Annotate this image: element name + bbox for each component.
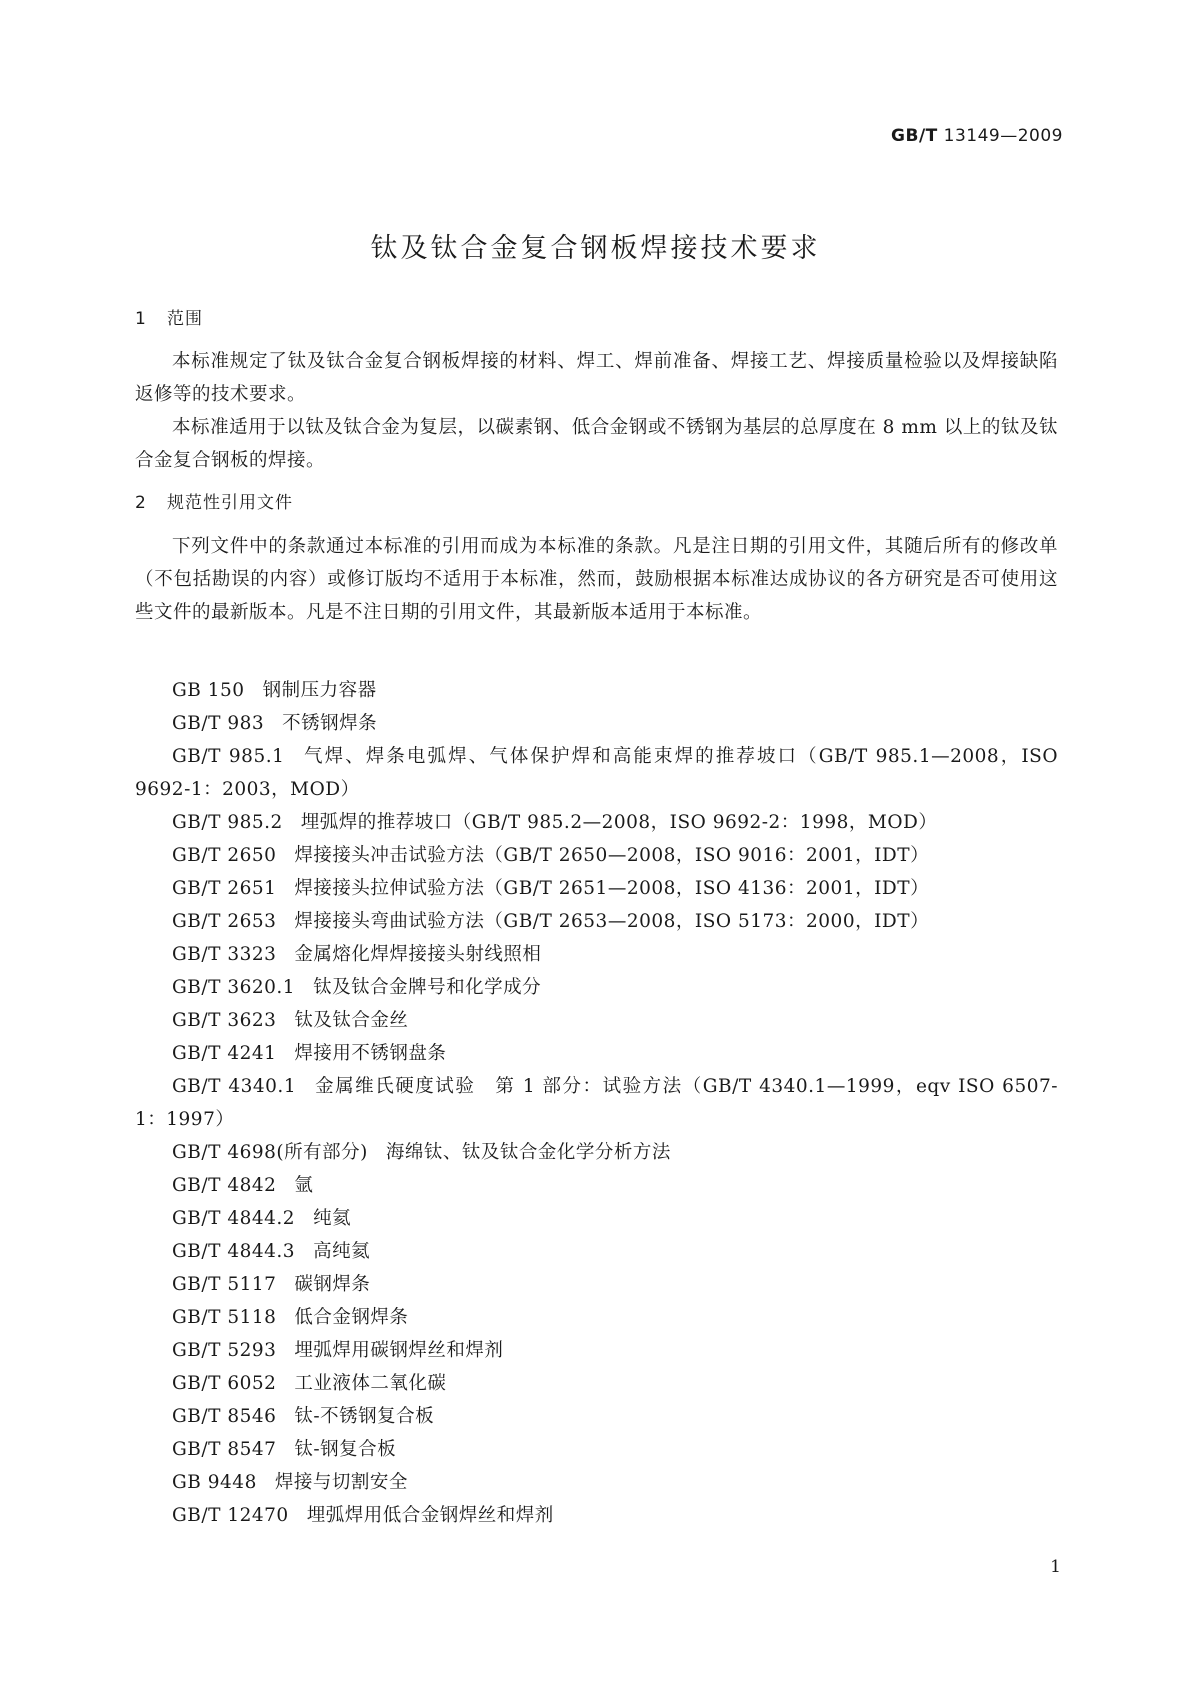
reference-title: 钛及钛合金牌号和化学成分 bbox=[313, 977, 542, 998]
reference-code: GB/T 985.2 bbox=[172, 812, 283, 833]
reference-code: GB/T 4241 bbox=[172, 1043, 277, 1064]
reference-title: 埋弧焊的推荐坡口（GB/T 985.2—2008，ISO 9692-2：1998，MOD） bbox=[300, 812, 938, 833]
reference-title: 气焊、焊条电弧焊、气体保护焊和高能束焊的推荐坡口（GB/T 985.1—2008，ISO 9692-1：2003，MOD） bbox=[135, 746, 1058, 800]
section-number: 2 bbox=[135, 493, 147, 513]
reference-title: 氩 bbox=[294, 1175, 314, 1196]
reference-code: GB 9448 bbox=[172, 1472, 257, 1493]
reference-code: GB/T 4842 bbox=[172, 1175, 277, 1196]
reference-item bbox=[135, 1301, 1058, 1334]
section-1-paragraph-1: 本标准规定了钛及钛合金复合钢板焊接的材料、焊工、焊前准备、焊接工艺、焊接质量检验以及焊接缺陷返修等的技术要求。 bbox=[135, 351, 1058, 405]
reference-title: 海绵钛、钛及钛合金化学分析方法 bbox=[385, 1142, 671, 1163]
reference-title: 纯氦 bbox=[313, 1208, 352, 1229]
standard-number bbox=[891, 126, 1063, 146]
reference-code: GB/T 3620.1 bbox=[172, 977, 296, 998]
reference-code: GB/T 8546 bbox=[172, 1406, 277, 1427]
reference-code: GB/T 8547 bbox=[172, 1439, 277, 1460]
reference-item bbox=[135, 806, 1058, 839]
reference-code: GB/T 4340.1 bbox=[172, 1076, 297, 1097]
reference-code: GB/T 2651 bbox=[172, 878, 277, 899]
reference-code: GB/T 6052 bbox=[172, 1373, 277, 1394]
reference-item bbox=[135, 1367, 1058, 1400]
section-title: 范围 bbox=[167, 309, 203, 329]
reference-item bbox=[135, 1400, 1058, 1433]
reference-title: 高纯氦 bbox=[313, 1241, 371, 1262]
reference-item bbox=[135, 1235, 1058, 1268]
reference-title: 工业液体二氧化碳 bbox=[294, 1373, 447, 1394]
reference-title: 金属熔化焊焊接接头射线照相 bbox=[294, 944, 542, 965]
reference-code: GB/T 983 bbox=[172, 713, 265, 734]
section-2-paragraph-1: 下列文件中的条款通过本标准的引用而成为本标准的条款。凡是注日期的引用文件，其随后所有的修改单（不包括勘误的内容）或修订版均不适用于本标准，然而，鼓励根据本标准达成协议的各方研究是否可使用这些文件的最新版本。凡是不注日期的引用文件，其最新版本适用于本标准。 bbox=[135, 536, 1058, 623]
reference-title: 钢制压力容器 bbox=[262, 680, 377, 701]
reference-code: GB/T 12470 bbox=[172, 1505, 289, 1526]
reference-title: 钛-钢复合板 bbox=[294, 1439, 397, 1460]
section-title: 规范性引用文件 bbox=[167, 493, 293, 513]
reference-title: 不锈钢焊条 bbox=[282, 713, 378, 734]
document-title: 钛及钛合金复合钢板焊接技术要求 bbox=[370, 233, 821, 264]
reference-title: 焊接用不锈钢盘条 bbox=[294, 1043, 447, 1064]
reference-item bbox=[135, 905, 1058, 938]
section-number: 1 bbox=[135, 309, 147, 329]
reference-title: 焊接接头冲击试验方法（GB/T 2650—2008，ISO 9016：2001，IDT） bbox=[294, 845, 930, 866]
reference-title: 焊接与切割安全 bbox=[274, 1472, 408, 1493]
reference-item bbox=[135, 1433, 1058, 1466]
reference-code: GB/T 4698(所有部分) bbox=[172, 1142, 368, 1163]
reference-title: 金属维氏硬度试验 第 1 部分：试验方法（GB/T 4340.1—1999，eqv ISO 6507-1：1997） bbox=[135, 1076, 1059, 1130]
normative-references-list bbox=[135, 674, 1058, 1532]
reference-item bbox=[135, 1466, 1058, 1499]
reference-item bbox=[135, 971, 1058, 1004]
section-2-heading bbox=[135, 488, 293, 513]
section-1-heading bbox=[135, 304, 203, 329]
reference-code: GB/T 3323 bbox=[172, 944, 277, 965]
reference-title: 埋弧焊用碳钢焊丝和焊剂 bbox=[294, 1340, 504, 1361]
reference-item bbox=[135, 1202, 1058, 1235]
reference-code: GB/T 5118 bbox=[172, 1307, 277, 1328]
reference-title: 钛及钛合金丝 bbox=[294, 1010, 409, 1031]
reference-item bbox=[135, 1268, 1058, 1301]
reference-title: 钛-不锈钢复合板 bbox=[294, 1406, 435, 1427]
reference-code: GB/T 5117 bbox=[172, 1274, 277, 1295]
reference-title: 埋弧焊用低合金钢焊丝和焊剂 bbox=[306, 1505, 554, 1526]
reference-item bbox=[135, 1169, 1058, 1202]
reference-code: GB/T 3623 bbox=[172, 1010, 277, 1031]
reference-title: 低合金钢焊条 bbox=[294, 1307, 409, 1328]
reference-code: GB/T 5293 bbox=[172, 1340, 277, 1361]
reference-code: GB/T 985.1 bbox=[172, 746, 285, 767]
reference-code: GB/T 4844.2 bbox=[172, 1208, 296, 1229]
reference-item bbox=[135, 1070, 1058, 1136]
reference-item bbox=[135, 1004, 1058, 1037]
reference-item bbox=[135, 674, 1058, 707]
reference-item bbox=[135, 1037, 1058, 1070]
reference-item bbox=[135, 1499, 1058, 1532]
reference-code: GB/T 2650 bbox=[172, 845, 277, 866]
section-1-paragraph-2: 本标准适用于以钛及钛合金为复层，以碳素钢、低合金钢或不锈钢为基层的总厚度在 8 mm 以上的钛及钛合金复合钢板的焊接。 bbox=[135, 417, 1058, 471]
page-number: 1 bbox=[1050, 1557, 1061, 1577]
reference-item bbox=[135, 839, 1058, 872]
reference-code: GB/T 2653 bbox=[172, 911, 277, 932]
reference-code: GB 150 bbox=[172, 680, 245, 701]
reference-item bbox=[135, 740, 1058, 806]
reference-title: 焊接接头拉伸试验方法（GB/T 2651—2008，ISO 4136：2001，IDT） bbox=[294, 878, 930, 899]
reference-item bbox=[135, 707, 1058, 740]
standard-code: GB/T bbox=[891, 126, 938, 146]
reference-title: 焊接接头弯曲试验方法（GB/T 2653—2008，ISO 5173：2000，IDT） bbox=[294, 911, 930, 932]
reference-code: GB/T 4844.3 bbox=[172, 1241, 296, 1262]
reference-item bbox=[135, 1334, 1058, 1367]
reference-item bbox=[135, 1136, 1058, 1169]
standard-year-number: 13149—2009 bbox=[943, 126, 1063, 146]
reference-title: 碳钢焊条 bbox=[294, 1274, 371, 1295]
reference-item bbox=[135, 872, 1058, 905]
reference-item bbox=[135, 938, 1058, 971]
